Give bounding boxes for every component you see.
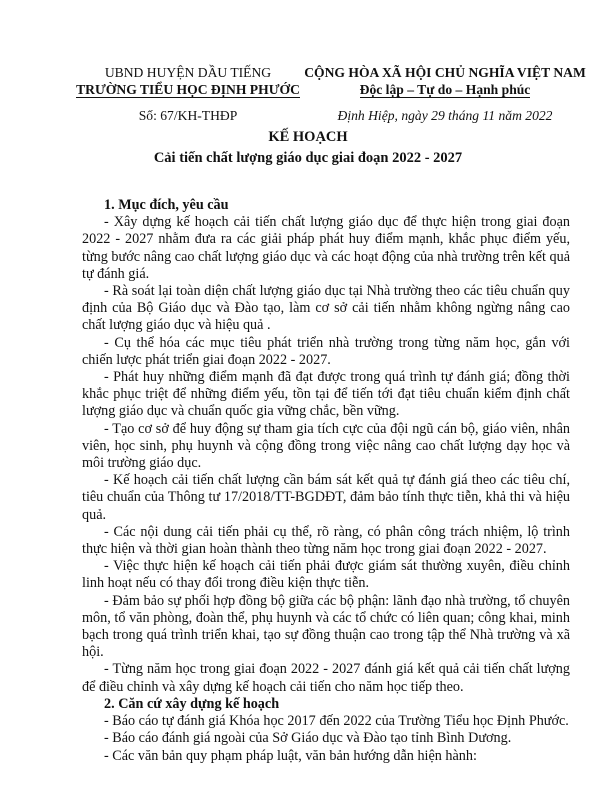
paragraph: - Việc thực hiện kế hoạch cải tiến phải được giám sát thường xuyên, điều chỉnh linh hoạt nếu có thay đổi trong điều kiện thực tiễn. — [82, 558, 570, 592]
paragraph: - Các văn bản quy phạm pháp luật, văn bản hướng dẫn hiện hành: — [104, 747, 477, 764]
document-number: Số: 67/KH-THĐP — [138, 108, 238, 123]
document-title: KẾ HOẠCH — [268, 129, 348, 145]
document-subtitle: Cải tiến chất lượng giáo dục giai đoạn 2022 - 2027 — [153, 150, 463, 166]
paragraph: - Báo cáo tự đánh giá Khóa học 2017 đến 2022 của Trường Tiểu học Định Phước. — [104, 713, 569, 730]
paragraph: - Các nội dung cải tiến phải cụ thể, rõ ràng, có phân công trách nhiệm, lộ trình thực hiện và thời gian hoàn thành theo từng năm học trong giai đoạn 2022 - 2027. — [82, 523, 570, 558]
paragraph: - Tạo cơ sở để huy động sự tham gia tích cực của đội ngũ cán bộ, giáo viên, nhân viên, học sinh, phụ huynh và cộng đồng trong việc nâng cao chất lượng dạy học và môi trường giáo dục. — [82, 420, 570, 472]
issuer-block — [68, 64, 308, 124]
issuer-department: UBND HUYỆN DẦU TIẾNG — [104, 65, 272, 80]
national-header — [300, 64, 590, 124]
paragraph: - Cụ thể hóa các mục tiêu phát triển nhà trường trong từng năm học, gắn với chiến lược phát triển giai đoạn 2022 - 2027. — [82, 334, 570, 368]
title-block — [0, 128, 616, 167]
issuer-school: TRƯỜNG TIỂU HỌC ĐỊNH PHƯỚC — [76, 82, 300, 97]
country-name: CỘNG HÒA XÃ HỘI CHỦ NGHĨA VIỆT NAM — [304, 65, 586, 80]
section-heading: 1. Mục đích, yêu cầu — [104, 197, 229, 213]
section-heading: 2. Căn cứ xây dựng kế hoạch — [104, 695, 280, 712]
paragraph: - Phát huy những điểm mạnh đã đạt được trong quá trình tự đánh giá; đồng thời khắc phục triệt để những điểm yếu, tồn tại để tiến tới đạt tiêu chuẩn kiểm định chất lượng giáo dục và chuẩn quốc gia vững chắc, bền vững. — [82, 369, 570, 420]
paragraph: - Xây dựng kế hoạch cải tiến chất lượng giáo dục để thực hiện trong giai đoạn 2022 - 2027 nhằm đưa ra các giải pháp phát huy điểm mạnh, khắc phục điểm yếu, từng bước nâng cao chất lượng giáo dục và các hoạt động của nhà trường trên kết quả tự đánh giá. — [82, 214, 570, 282]
paragraph: - Báo cáo đánh giá ngoài của Sở Giáo dục và Đào tạo tỉnh Bình Dương. — [104, 730, 512, 747]
paragraph: - Từng năm học trong giai đoạn 2022 - 2027 đánh giá kết quả cải tiến chất lượng để điều chỉnh và xây dựng kế hoạch cải tiến cho năm học tiếp theo. — [82, 661, 570, 695]
paragraph: - Đảm bảo sự phối hợp đồng bộ giữa các bộ phận: lãnh đạo nhà trường, tổ chuyên môn, tổ văn phòng, đoàn thể, phụ huynh và các tổ chức có liên quan; công khai, minh bạch trong quá trình triển khai, tạo sự đồng thuận cao trong tập thể Nhà trường và xã hội. — [82, 592, 570, 661]
document-date: Định Hiệp, ngày 29 tháng 11 năm 2022 — [337, 108, 553, 123]
document-body — [82, 197, 570, 765]
paragraph: - Kế hoạch cải tiến chất lượng cần bám sát kết quả tự đánh giá theo các tiêu chí, tiêu chuẩn của Thông tư 17/2018/TT-BGDĐT, đảm bảo tính thực tiễn, khả thi và hiệu quả. — [82, 472, 570, 523]
national-motto: Độc lập – Tự do – Hạnh phúc — [359, 82, 531, 97]
paragraph: - Rà soát lại toàn diện chất lượng giáo dục tại Nhà trường theo các tiêu chuẩn quy định của Bộ Giáo dục và Đào tạo, làm cơ sở cải tiến nhằm không ngừng nâng cao chất lượng giáo dục và hiệu quả . — [82, 283, 570, 334]
